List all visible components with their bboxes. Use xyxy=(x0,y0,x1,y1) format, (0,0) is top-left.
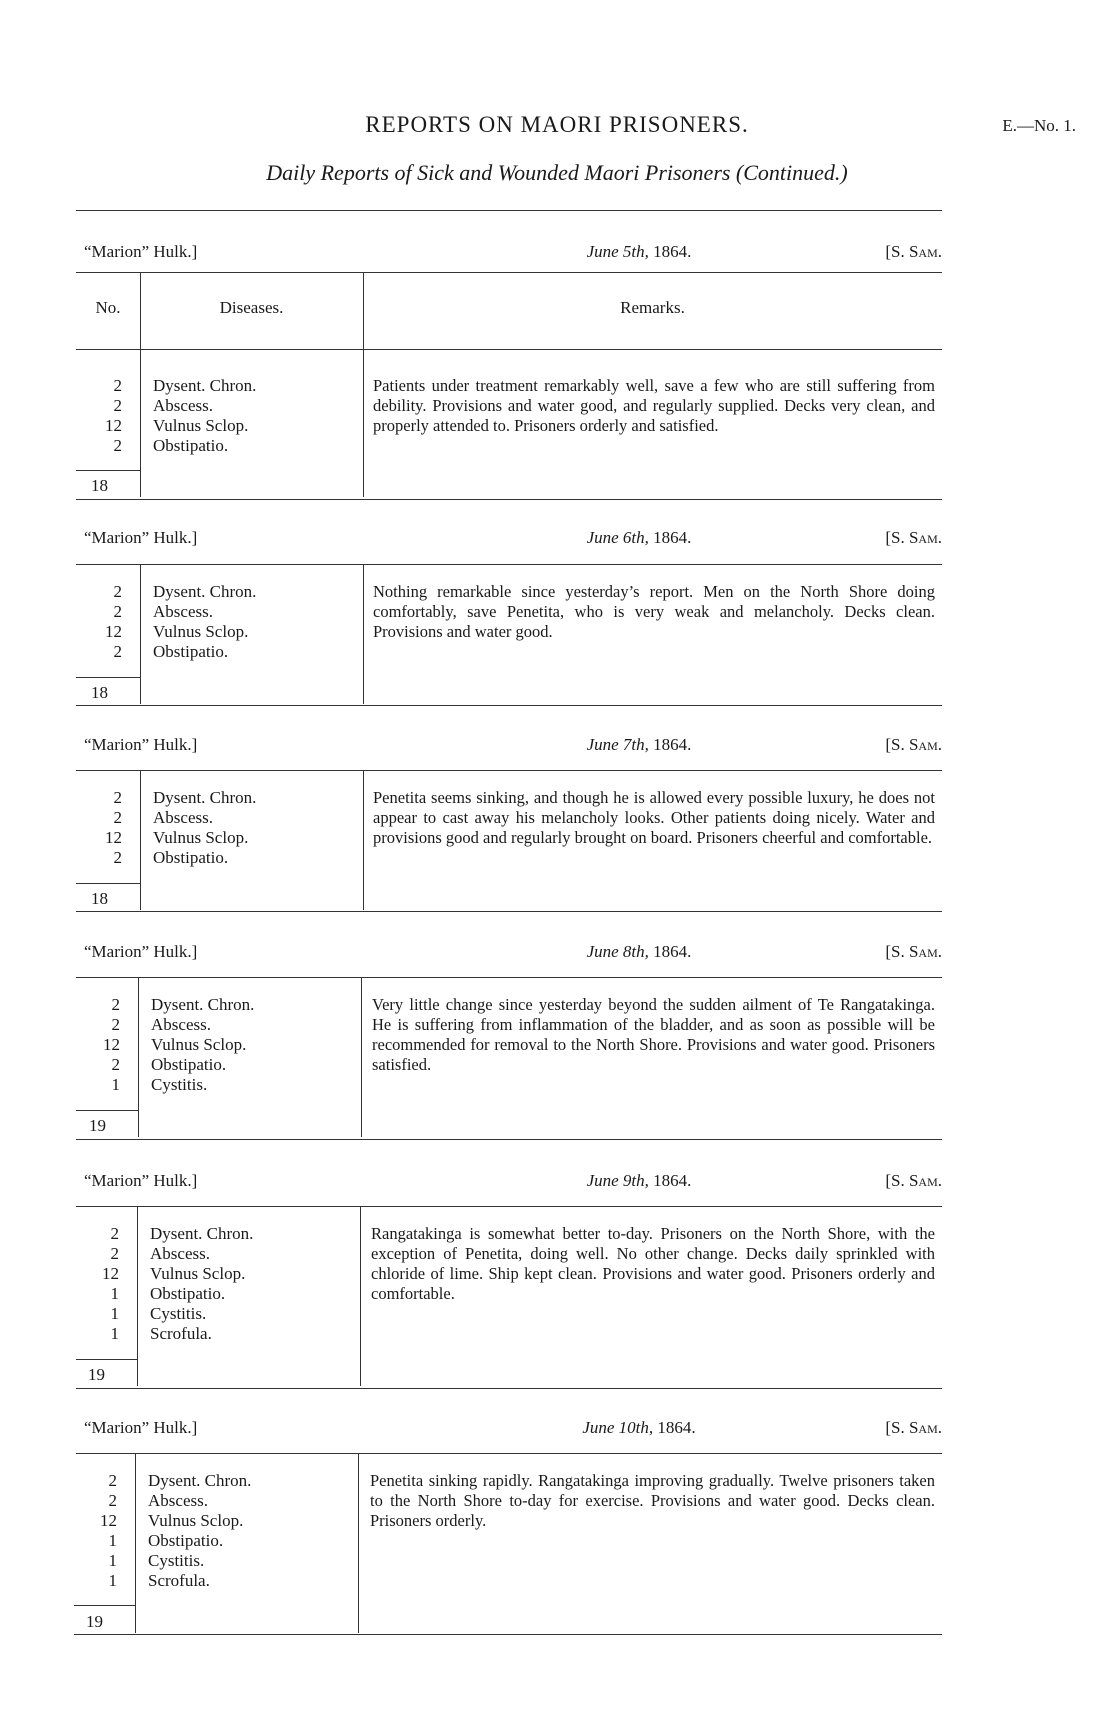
remarks-text: Penetita sinking rapidly. Rangatakinga improving gradually. Twelve prisoners taken to the North Shore to-day for exercise. Provisions and water good. Decks clean. Prisoners orderly. xyxy=(370,1471,935,1530)
total-count: 18 xyxy=(91,683,108,702)
column-head-no: No. xyxy=(95,298,121,317)
disease: Abscess. xyxy=(148,1491,208,1510)
hulk-name: “Marion” Hulk.] xyxy=(84,942,198,961)
signature: [S. Sam. xyxy=(885,942,942,961)
section-rule xyxy=(74,1634,942,1635)
count: 1 xyxy=(108,1551,117,1570)
diseases-list xyxy=(150,1224,253,1344)
count: 2 xyxy=(113,642,122,661)
count: 1 xyxy=(110,1284,119,1303)
disease: Obstipatio. xyxy=(148,1531,224,1550)
column-divider xyxy=(360,1206,361,1386)
disease: Vulnus Sclop. xyxy=(153,622,249,641)
count: 2 xyxy=(111,1015,120,1034)
diseases-list xyxy=(153,376,256,456)
header-rule xyxy=(76,977,942,978)
hulk-name: “Marion” Hulk.] xyxy=(84,242,198,261)
column-divider xyxy=(137,1206,138,1386)
diseases-list xyxy=(148,1471,251,1591)
report-date: June 8th, 1864. xyxy=(586,942,692,961)
header-rule xyxy=(76,1453,942,1454)
count: 2 xyxy=(113,436,122,455)
count: 2 xyxy=(111,995,120,1014)
total-rule xyxy=(76,1359,137,1360)
counts-list xyxy=(57,1471,117,1591)
count: 2 xyxy=(108,1471,117,1490)
count: 1 xyxy=(110,1304,119,1323)
total-count: 19 xyxy=(88,1365,105,1384)
disease: Cystitis. xyxy=(150,1304,207,1323)
total-count: 18 xyxy=(91,476,108,495)
count: 2 xyxy=(111,1055,120,1074)
disease: Vulnus Sclop. xyxy=(153,416,249,435)
report-date: June 9th, 1864. xyxy=(586,1171,692,1190)
report-date: June 7th, 1864. xyxy=(586,735,692,754)
hulk-name: “Marion” Hulk.] xyxy=(84,1171,198,1190)
disease: Obstipatio. xyxy=(150,1284,226,1303)
count: 12 xyxy=(105,828,122,847)
count: 12 xyxy=(105,622,122,641)
column-head-remarks: Remarks. xyxy=(620,298,685,317)
header-rule xyxy=(76,1206,942,1207)
header-rule xyxy=(76,770,942,771)
total-rule xyxy=(76,677,140,678)
count: 1 xyxy=(110,1324,119,1343)
column-head-diseases: Diseases. xyxy=(219,298,284,317)
disease: Abscess. xyxy=(153,396,213,415)
report-date: June 10th, 1864. xyxy=(582,1418,696,1437)
header-rule xyxy=(76,564,942,565)
disease: Vulnus Sclop. xyxy=(153,828,249,847)
counts-list xyxy=(62,582,122,662)
counts-list xyxy=(62,376,122,456)
column-divider xyxy=(135,1453,136,1633)
count: 2 xyxy=(108,1491,117,1510)
section-rule xyxy=(76,499,942,500)
disease: Dysent. Chron. xyxy=(153,788,257,807)
remarks-text: Very little change since yesterday beyond the sudden ailment of Te Rangatakinga. He is suffering from inflammation of the bladder, and as soon as possible will be recommended for removal to the North Shore. Provisions and water good. Prisoners satisfied. xyxy=(372,995,935,1074)
disease: Abscess. xyxy=(153,808,213,827)
disease: Scrofula. xyxy=(150,1324,212,1343)
diseases-list xyxy=(151,995,254,1095)
section-rule xyxy=(76,1139,942,1140)
hulk-name: “Marion” Hulk.] xyxy=(84,735,198,754)
total-count: 19 xyxy=(86,1612,103,1631)
disease: Dysent. Chron. xyxy=(153,376,257,395)
count: 2 xyxy=(113,788,122,807)
column-divider xyxy=(140,770,141,910)
section-rule xyxy=(76,705,942,706)
report-date: June 6th, 1864. xyxy=(586,528,692,547)
disease: Dysent. Chron. xyxy=(150,1224,254,1243)
total-rule xyxy=(74,1605,135,1606)
disease: Obstipatio. xyxy=(153,848,229,867)
counts-list xyxy=(60,995,120,1095)
section-rule xyxy=(76,1388,942,1389)
count: 2 xyxy=(113,396,122,415)
report-date: June 5th, 1864. xyxy=(586,242,692,261)
title-rule xyxy=(76,210,942,211)
count: 1 xyxy=(111,1075,120,1094)
signature: [S. Sam. xyxy=(885,1418,942,1437)
diseases-list xyxy=(153,582,256,662)
disease: Vulnus Sclop. xyxy=(151,1035,247,1054)
disease: Abscess. xyxy=(151,1015,211,1034)
count: 2 xyxy=(113,376,122,395)
count: 12 xyxy=(102,1264,119,1283)
total-rule xyxy=(76,883,140,884)
remarks-text: Patients under treatment remarkably well, save a few who are still suffering from debility. Provisions and water good, and regularly supplied. Decks very clean, and properly attended to. Prisoners orderly and satisfied. xyxy=(373,376,935,435)
signature: [S. Sam. xyxy=(885,528,942,547)
disease: Abscess. xyxy=(153,602,213,621)
disease: Abscess. xyxy=(150,1244,210,1263)
page-reference: E.—No. 1. xyxy=(1002,116,1076,135)
count: 2 xyxy=(113,848,122,867)
counts-list xyxy=(59,1224,119,1344)
hulk-name: “Marion” Hulk.] xyxy=(84,528,198,547)
count: 1 xyxy=(108,1571,117,1590)
remarks-text: Penetita seems sinking, and though he is allowed every possible luxury, he does not appear to cast away his melancholy looks. Other patients doing nicely. Water and provisions good and regularly brought on board. Prisoners cheerful and comfortable. xyxy=(373,788,935,847)
count: 12 xyxy=(103,1035,120,1054)
count: 2 xyxy=(110,1244,119,1263)
page-subtitle: Daily Reports of Sick and Wounded Maori Prisoners (Continued.) xyxy=(266,160,848,185)
column-divider xyxy=(363,564,364,704)
disease: Vulnus Sclop. xyxy=(148,1511,244,1530)
count: 2 xyxy=(113,582,122,601)
section-rule xyxy=(76,911,942,912)
column-divider xyxy=(138,977,139,1137)
disease: Vulnus Sclop. xyxy=(150,1264,246,1283)
disease: Obstipatio. xyxy=(153,642,229,661)
count: 2 xyxy=(113,808,122,827)
disease: Cystitis. xyxy=(148,1551,205,1570)
disease: Dysent. Chron. xyxy=(151,995,255,1014)
disease: Dysent. Chron. xyxy=(148,1471,252,1490)
disease: Obstipatio. xyxy=(153,436,229,455)
signature: [S. Sam. xyxy=(885,242,942,261)
disease: Obstipatio. xyxy=(151,1055,227,1074)
remarks-text: Rangatakinga is somewhat better to-day. Prisoners on the North Shore, with the exception of Penetita, doing well. No other change. Decks daily sprinkled with chloride of lime. Ship kept clean. Provisions and water good. Prisoners orderly and comfortable. xyxy=(371,1224,935,1303)
diseases-list xyxy=(153,788,256,868)
count: 1 xyxy=(108,1531,117,1550)
total-count: 19 xyxy=(89,1116,106,1135)
column-divider xyxy=(361,977,362,1137)
column-divider xyxy=(140,564,141,704)
disease: Dysent. Chron. xyxy=(153,582,257,601)
count: 12 xyxy=(100,1511,117,1530)
disease: Cystitis. xyxy=(151,1075,208,1094)
header-rule xyxy=(76,272,942,273)
total-rule xyxy=(76,470,140,471)
total-count: 18 xyxy=(91,889,108,908)
total-rule xyxy=(76,1110,138,1111)
count: 2 xyxy=(113,602,122,621)
page-title: REPORTS ON MAORI PRISONERS. xyxy=(365,112,749,137)
column-divider xyxy=(358,1453,359,1633)
signature: [S. Sam. xyxy=(885,735,942,754)
remarks-text: Nothing remarkable since yesterday’s report. Men on the North Shore doing comfortably, save Penetita, who is very weak and melancholy. Decks clean. Provisions and water good. xyxy=(373,582,935,641)
signature: [S. Sam. xyxy=(885,1171,942,1190)
count: 2 xyxy=(110,1224,119,1243)
counts-list xyxy=(62,788,122,868)
count: 12 xyxy=(105,416,122,435)
disease: Scrofula. xyxy=(148,1571,210,1590)
hulk-name: “Marion” Hulk.] xyxy=(84,1418,198,1437)
column-divider xyxy=(363,770,364,910)
column-head-rule xyxy=(76,349,942,350)
